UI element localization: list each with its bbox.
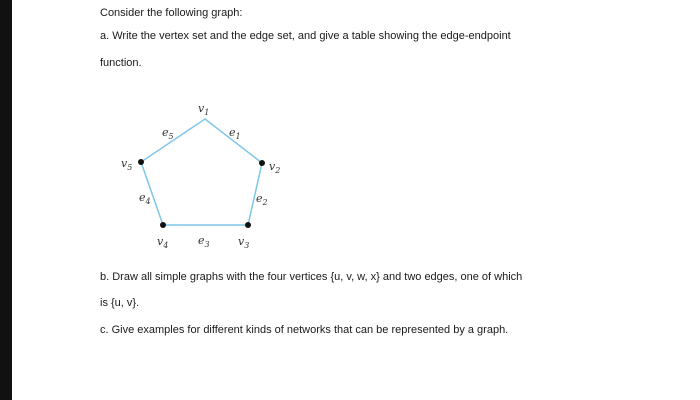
part-a-line-1: a. Write the vertex set and the edge set, and give a table showing the edge-endpoint <box>100 30 511 42</box>
vertex-label-v4: $v_4$ <box>157 235 169 250</box>
edge-label-e1: $e_1$ <box>229 126 241 141</box>
vertex-v3-dot <box>245 222 251 228</box>
question-intro: Consider the following graph: <box>100 7 243 19</box>
part-b-line-1: b. Draw all simple graphs with the four vertices {u, v, w, x} and two edges, one of which <box>100 271 523 283</box>
edge-label-e4: $e_4$ <box>139 191 151 206</box>
edge-label-e3: $e_3$ <box>198 234 210 249</box>
vertex-v4-dot <box>160 222 166 228</box>
pentagon-edges <box>141 119 262 225</box>
edge-label-e5: $e_5$ <box>162 126 174 141</box>
vertex-v2-dot <box>259 160 265 166</box>
part-b-line-2: is {u, v}. <box>100 297 140 309</box>
part-a-line-2: function. <box>100 57 142 69</box>
vertex-label-v1: $v_1$ <box>198 102 210 117</box>
vertex-v5-dot <box>138 159 144 165</box>
vertex-label-v3: $v_3$ <box>238 235 250 250</box>
edge-label-e2: $e_2$ <box>256 192 268 207</box>
vertex-label-v2: $v_2$ <box>269 160 281 175</box>
vertex-label-v5: $v_5$ <box>121 157 133 172</box>
part-c: c. Give examples for different kinds of networks that can be represented by a graph. <box>100 324 509 336</box>
